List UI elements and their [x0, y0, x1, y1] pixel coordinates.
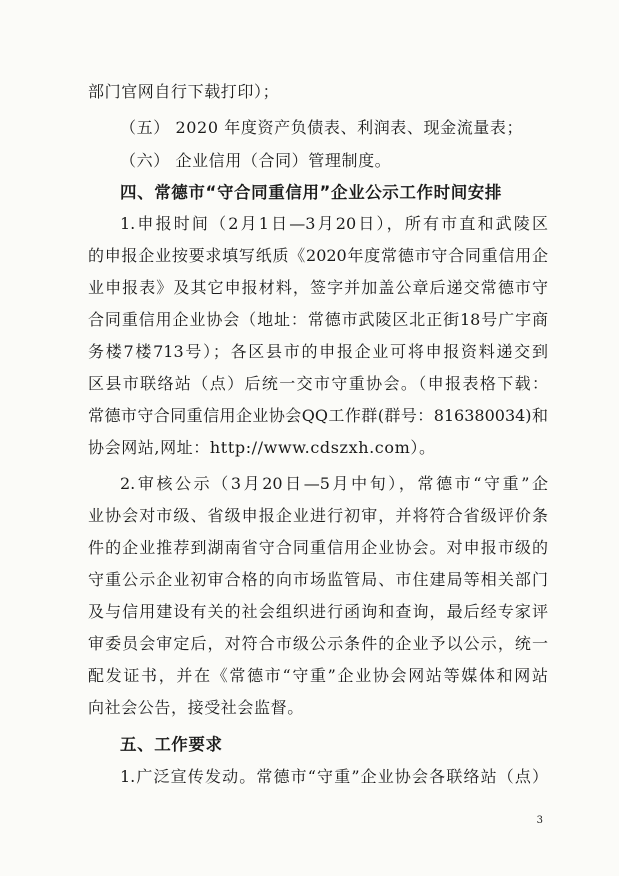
paragraph-1-line-6: 区县市联络站（点）后统一交市守重协会。（申报表格下载：: [88, 374, 548, 393]
paragraph-2-line-4: 守重公示企业初审合格的向市场监管局、市住建局等相关部门: [88, 570, 548, 589]
paragraph-1-line-7: 常德市守合同重信用企业协会QQ工作群(群号：816380034)和: [88, 406, 548, 425]
paragraph-2-line-7: 配发证书，并在《常德市“守重”企业协会网站等媒体和网站: [88, 666, 548, 685]
paragraph-1-line-3: 业申报表》及其它申报材料，签字并加盖公章后递交常德市守: [88, 278, 548, 297]
paragraph-2-line-8: 向社会公告，接受社会监督。: [88, 698, 304, 717]
section-heading-five: 五、工作要求: [120, 735, 223, 754]
paragraph-2-line-2: 业协会对市级、省级申报企业进行初审，并将符合省级评价条: [88, 506, 548, 525]
text-line-1: 部门官网自行下载打印）；: [88, 82, 280, 101]
list-item-five: （五） 2020 年度资产负债表、利润表、现金流量表；: [120, 118, 524, 137]
paragraph-1-line-2: 的申报企业按要求填写纸质《2020年度常德市守合同重信用企: [88, 246, 548, 265]
paragraph-1-line-8: 协会网站,网址：http://www.cdszxh.com）。: [88, 438, 436, 457]
paragraph-2-line-6: 审委员会审定后，对符合市级公示条件的企业予以公示，统一: [88, 634, 548, 653]
paragraph-2-line-1: 2.审核公示（3月20日—5月中旬），常德市“守重”企: [120, 474, 548, 493]
paragraph-3-line-1: 1.广泛宣传发动。常德市“守重”企业协会各联络站（点）: [120, 767, 548, 786]
section-heading-four: 四、常德市“守合同重信用”企业公示工作时间安排: [120, 183, 502, 202]
list-item-six: （六） 企业信用（合同）管理制度。: [120, 151, 392, 170]
paragraph-2-line-3: 件的企业推荐到湖南省守合同重信用企业协会。对申报市级的: [88, 538, 548, 557]
page-number: 3: [536, 815, 543, 826]
paragraph-1-line-4: 合同重信用企业协会（地址：常德市武陵区北正街18号广宇商: [88, 310, 548, 329]
paragraph-1-line-5: 务楼7楼713号）；各区县市的申报企业可将申报资料递交到: [88, 342, 548, 361]
paragraph-1-line-1: 1.申报时间（2月1日—3月20日），所有市直和武陵区: [120, 214, 548, 233]
paragraph-2-line-5: 及与信用建设有关的社会组织进行函询和查询，最后经专家评: [88, 602, 548, 621]
